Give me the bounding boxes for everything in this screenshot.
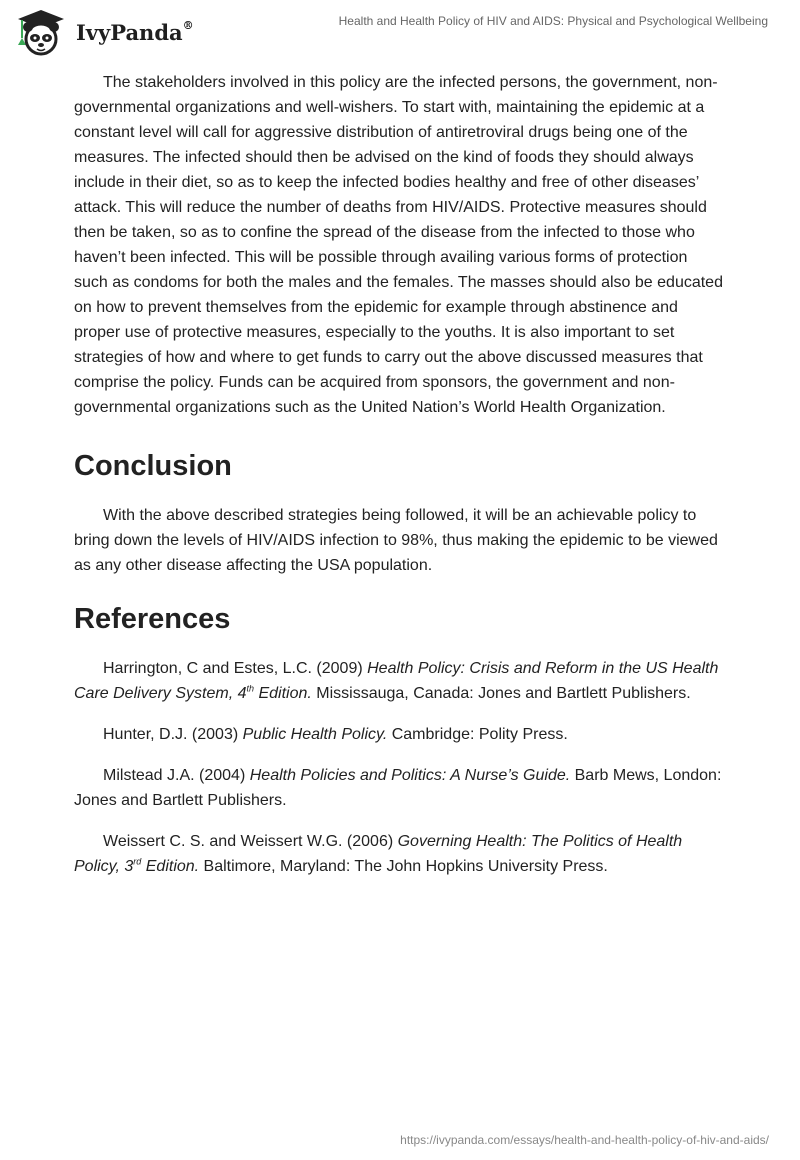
essay-content xyxy=(74,70,724,895)
registered-mark: ® xyxy=(182,19,194,32)
references-list xyxy=(74,656,724,879)
policy-paragraph: The stakeholders involved in this policy are the infected persons, the government, non-governmental organizations and well-wishers. To start with, maintaining the epidemic at a constant level will call for aggressive distribution of antiretroviral drugs being one of the measures. The infected should then be advised on the kind of foods they should always include in their diet, so as to keep the infected bodies healthy and free of other diseases’ attack. This will reduce the number of deaths from HIV/AIDS. Protective measures should then be taken, so as to confine the spread of the disease from the infected to those who haven’t been infected. This will be possible through availing various forms of protection such as condoms for both the males and the females. The masses should also be educated on how to prevent themselves from the epidemic for example through abstinence and proper use of protective measures, especially to the youths. It is also important to set strategies of how and where to get funds to carry out the above discussed measures that comprise the policy. Funds can be acquired from sponsors, the government and non-governmental organizations such as the United Nation’s World Health Organization. xyxy=(74,74,723,416)
reference-item: Weissert C. S. and Weissert W.G. (2006) Governing Health: The Politics of Health Policy, 3rd Edition. Baltimore, Maryland: The John Hopkins University Press. xyxy=(74,833,683,875)
document-title: Health and Health Policy of HIV and AIDS: Physical and Psychological Wellbeing xyxy=(338,14,768,28)
page-header xyxy=(0,0,800,60)
conclusion-paragraph: With the above described strategies being followed, it will be an achievable policy to bring down the levels of HIV/AIDS infection to 98%, thus making the epidemic to be viewed as any other disease affecting the USA population. xyxy=(74,507,718,574)
logo-wordmark: IvyPanda® xyxy=(76,19,194,45)
references-heading: References xyxy=(74,603,231,635)
reference-item: Hunter, D.J. (2003) Public Health Policy. Cambridge: Polity Press. xyxy=(103,726,568,743)
conclusion-heading: Conclusion xyxy=(74,450,232,482)
reference-item: Milstead J.A. (2004) Health Policies and Politics: A Nurse’s Guide. Barb Mews, London: Jones and Bartlett Publishers. xyxy=(74,767,722,809)
source-url[interactable]: https://ivypanda.com/essays/health-and-health-policy-of-hiv-and-aids/ xyxy=(400,1133,769,1147)
ivypanda-logo[interactable] xyxy=(14,8,204,58)
reference-item: Harrington, C and Estes, L.C. (2009) Health Policy: Crisis and Reform in the US Health Care Delivery System, 4th Edition. Mississauga, Canada: Jones and Bartlett Publishers. xyxy=(74,660,719,702)
panda-graduate-icon xyxy=(14,8,68,56)
